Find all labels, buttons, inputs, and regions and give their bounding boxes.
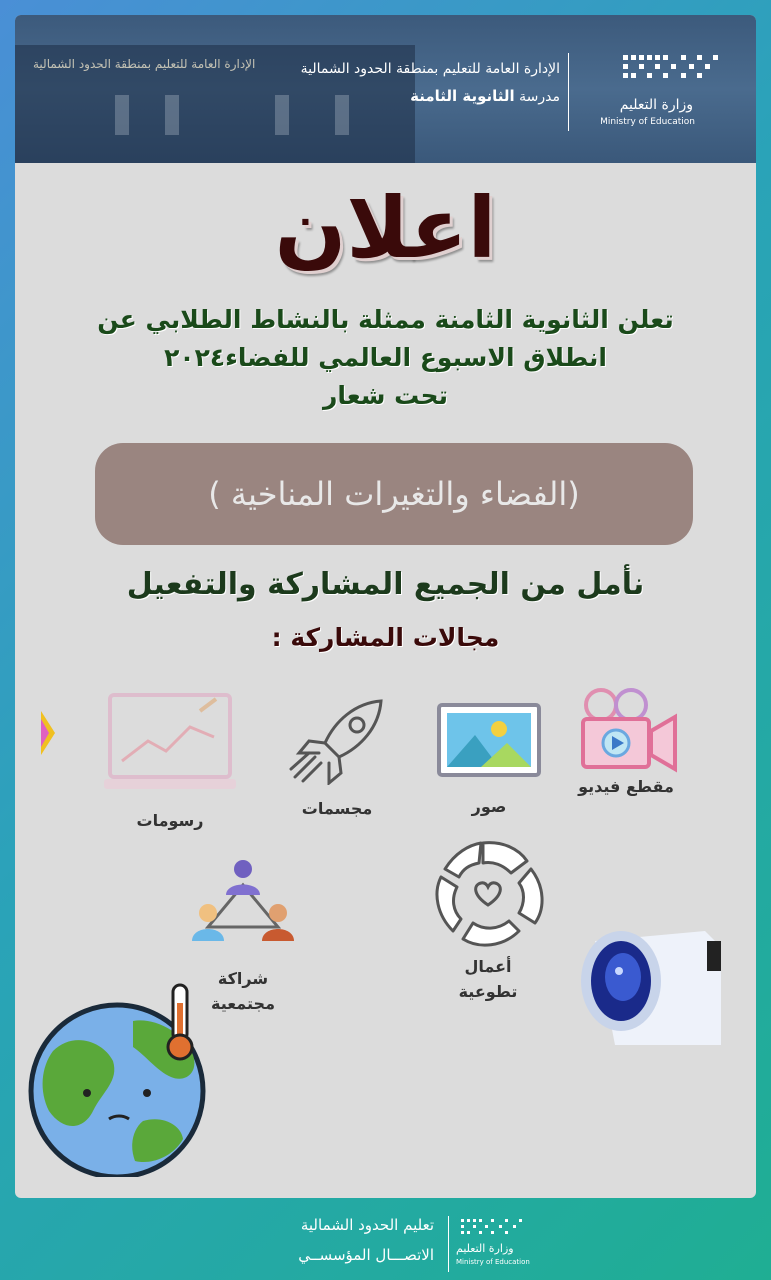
hope-text: نأمل من الجميع المشاركة والتفعيل	[126, 567, 645, 602]
ministry-name-en: Ministry of Education	[600, 117, 695, 127]
slogan-pill: (الفضاء والتغيرات المناخية )	[95, 443, 693, 545]
footer-ministry-en: Ministry of Education	[456, 1258, 530, 1266]
footer-office: الاتصـــال المؤسســي	[298, 1246, 434, 1264]
item-community-label-2: مجتمعية	[211, 994, 275, 1013]
video-camera-icon	[571, 683, 681, 773]
earth-thermometer-icon	[23, 981, 219, 1177]
item-models	[277, 695, 397, 818]
footer-ministry-ar: وزارة التعليم	[456, 1242, 514, 1255]
item-models-label: مجسمات	[301, 799, 373, 818]
intro-line-3: تحت شعار	[322, 381, 449, 410]
intro-text	[15, 301, 756, 415]
rocket-icon	[285, 695, 389, 785]
ministry-logo	[581, 53, 741, 133]
footer	[0, 1198, 771, 1280]
footer-divider	[448, 1216, 449, 1272]
item-video	[561, 683, 691, 796]
drawing-laptop-icon	[104, 691, 236, 795]
item-volunteer-label-2: تطوعية	[458, 982, 518, 1001]
school-prefix: مدرسة	[519, 89, 560, 105]
header-banner	[15, 15, 756, 163]
photo-icon	[437, 703, 541, 777]
item-photos-label: صور	[471, 797, 507, 816]
announcement-title: اعلان	[274, 179, 497, 277]
school-name: الثانوية الثامنة	[410, 87, 515, 105]
item-volunteer	[421, 839, 555, 1001]
school-line	[301, 87, 560, 105]
directorate-name: الإدارة العامة للتعليم بمنطقة الحدود الشمالية	[300, 61, 560, 77]
item-drawings	[101, 691, 239, 830]
item-photos	[429, 703, 549, 816]
ministry-dots-icon	[621, 53, 721, 83]
building-sign: الإدارة العامة للتعليم بمنطقة الحدود الشمالية	[33, 57, 256, 71]
item-volunteer-label-1: أعمال	[464, 957, 512, 976]
intro-line-2: انطلاق الاسبوع العالمي للفضاء٢٠٢٤	[164, 343, 607, 372]
item-drawings-label: رسومات	[136, 811, 204, 830]
header-text	[301, 61, 560, 105]
ministry-name-ar: وزارة التعليم	[619, 97, 693, 113]
yellow-arrow-icon	[41, 711, 55, 755]
footer-region: تعليم الحدود الشمالية	[300, 1216, 434, 1234]
footer-ministry-dots-icon	[460, 1218, 530, 1236]
telescope-icon	[575, 911, 721, 1045]
community-network-icon	[188, 855, 298, 947]
helping-hands-icon	[423, 839, 553, 953]
item-video-label: مقطع فيديو	[578, 777, 674, 796]
fields-title: مجالات المشاركة :	[271, 623, 500, 652]
item-community-label-1: شراكة	[217, 969, 269, 988]
header-divider	[568, 53, 569, 131]
intro-line-1: تعلن الثانوية الثامنة ممثلة بالنشاط الطلابي عن	[97, 305, 674, 334]
footer-ministry-logo	[456, 1216, 546, 1276]
footer-text	[262, 1216, 434, 1264]
poster-card	[15, 15, 756, 1198]
